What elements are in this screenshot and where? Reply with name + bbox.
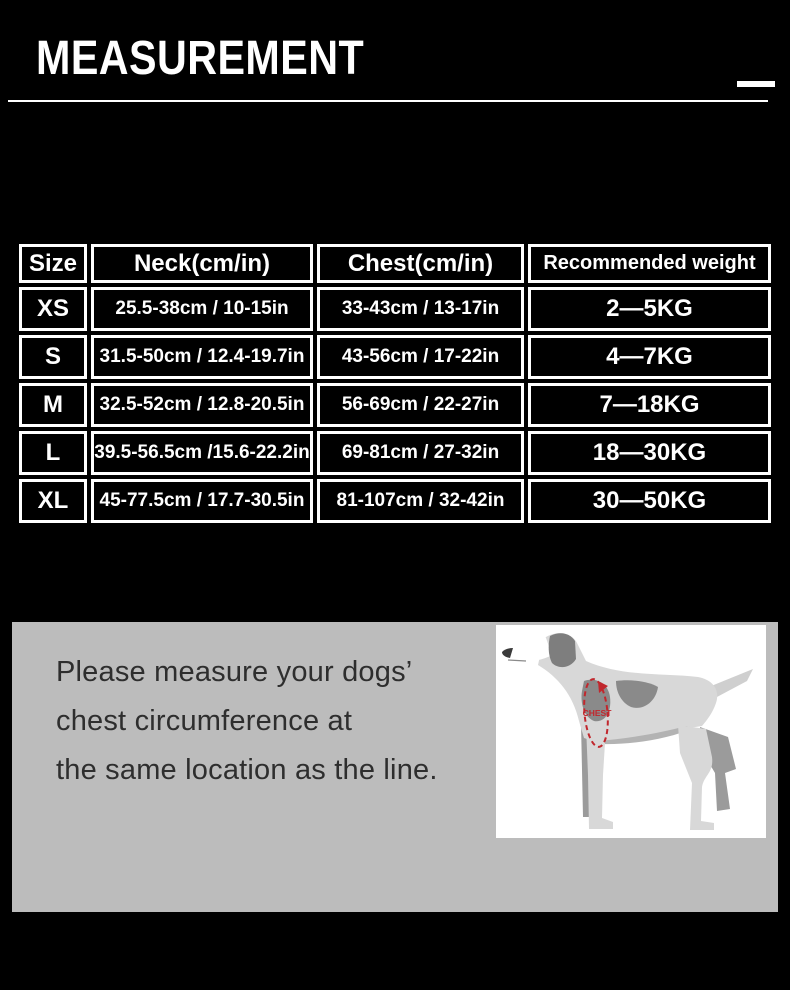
header-rule (8, 100, 768, 102)
dog-ear (549, 633, 576, 667)
note-line-3: the same location as the line. (56, 754, 438, 786)
cell-weight: 18—30KG (528, 431, 771, 475)
table-row (19, 383, 771, 427)
dog-illustration (496, 625, 766, 838)
cell-chest: 81-107cm / 32-42in (317, 479, 524, 523)
table-header-row (19, 244, 771, 283)
cell-neck: 25.5-38cm / 10-15in (91, 287, 313, 331)
size-chart-table (15, 240, 775, 527)
cell-neck: 39.5-56.5cm /15.6-22.2in (91, 431, 313, 475)
cell-chest: 43-56cm / 17-22in (317, 335, 524, 379)
col-header-weight: Recommended weight (528, 244, 771, 283)
col-header-neck: Neck(cm/in) (91, 244, 313, 283)
cell-size: L (19, 431, 87, 475)
cell-chest: 69-81cm / 27-32in (317, 431, 524, 475)
table-row (19, 431, 771, 475)
measure-note-panel (12, 622, 778, 912)
measure-note-text (56, 648, 438, 795)
cell-size: XL (19, 479, 87, 523)
note-line-1: Please measure your dogs’ (56, 656, 413, 688)
cell-weight: 7—18KG (528, 383, 771, 427)
cell-weight: 2—5KG (528, 287, 771, 331)
page-title: MEASUREMENT (36, 32, 365, 85)
table-row (19, 287, 771, 331)
cell-neck: 32.5-52cm / 12.8-20.5in (91, 383, 313, 427)
col-header-chest: Chest(cm/in) (317, 244, 524, 283)
cell-weight: 30—50KG (528, 479, 771, 523)
table-row (19, 335, 771, 379)
cell-neck: 31.5-50cm / 12.4-19.7in (91, 335, 313, 379)
cell-chest: 33-43cm / 13-17in (317, 287, 524, 331)
cell-chest: 56-69cm / 22-27in (317, 383, 524, 427)
cell-size: S (19, 335, 87, 379)
cell-size: XS (19, 287, 87, 331)
col-header-size: Size (19, 244, 87, 283)
cell-weight: 4—7KG (528, 335, 771, 379)
chest-label: CHEST (582, 708, 612, 718)
cell-size: M (19, 383, 87, 427)
note-line-2: chest circumference at (56, 705, 353, 737)
header-dash (737, 81, 775, 87)
cell-neck: 45-77.5cm / 17.7-30.5in (91, 479, 313, 523)
table-row (19, 479, 771, 523)
